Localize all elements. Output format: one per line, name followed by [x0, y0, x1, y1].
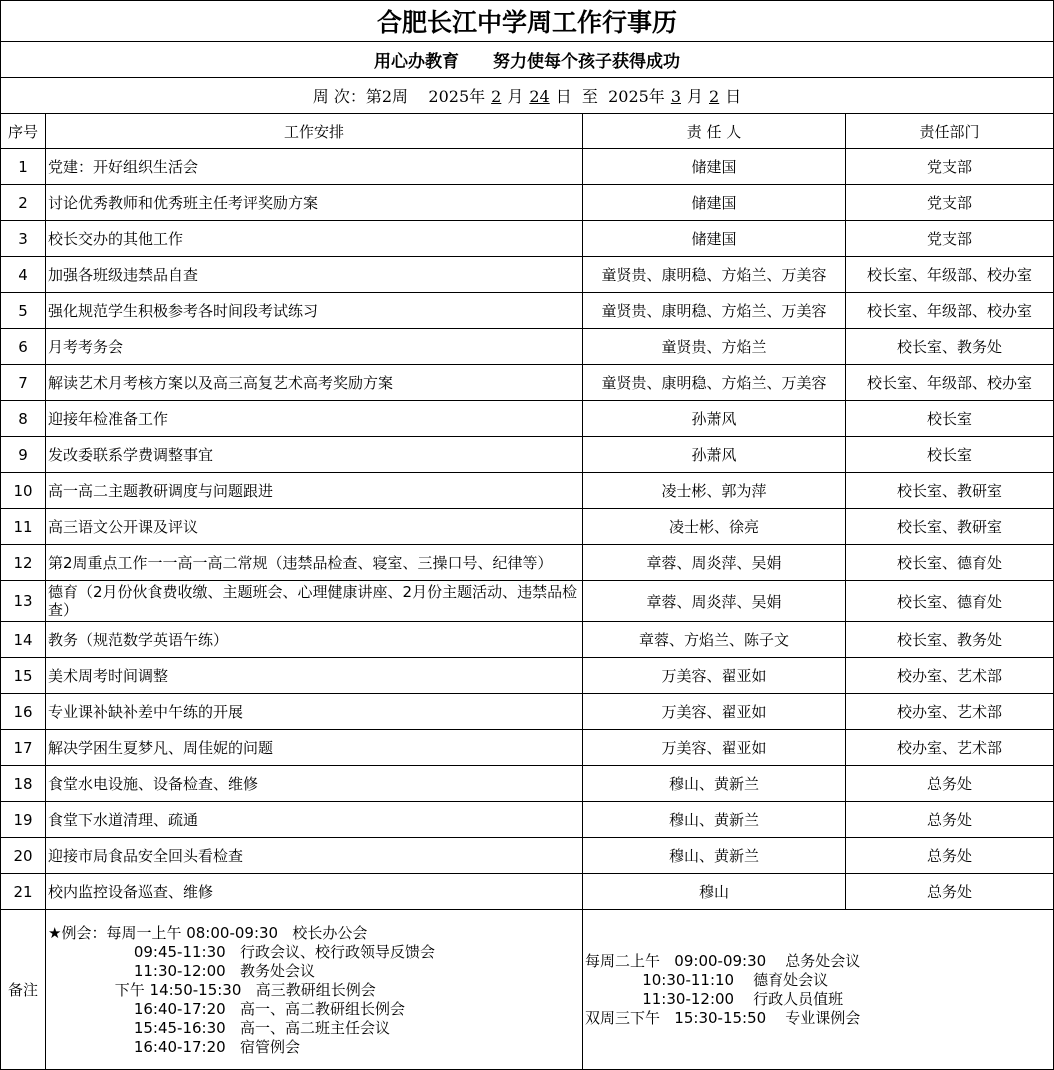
week-label: 周 次：: [312, 87, 366, 106]
week-row: [1, 78, 1054, 114]
row-person: 储建国: [583, 149, 846, 185]
note-line: 16:40-17:20 宿管例会: [48, 1038, 300, 1056]
row-task: 解决学困生夏梦凡、周佳妮的问题: [46, 730, 583, 766]
row-dept: 校长室、德育处: [846, 545, 1054, 581]
note-line: 双周三下午 15:30-15:50 专业课例会: [585, 1008, 861, 1027]
row-no: 2: [1, 185, 46, 221]
row-person: 储建国: [583, 185, 846, 221]
table-row: [1, 545, 1054, 581]
row-task: 校长交办的其他工作: [46, 221, 583, 257]
table-row: [1, 401, 1054, 437]
row-dept: 党支部: [846, 149, 1054, 185]
start-year: 2025年: [428, 87, 486, 106]
row-no: 11: [1, 509, 46, 545]
table-row: [1, 838, 1054, 874]
header-person: 责 任 人: [583, 114, 846, 149]
row-no: 9: [1, 437, 46, 473]
notes-right: [583, 952, 1053, 1028]
row-no: 5: [1, 293, 46, 329]
table-row: [1, 365, 1054, 401]
end-year: 2025年: [608, 87, 665, 106]
row-person: 孙萧风: [583, 437, 846, 473]
notes-left: [46, 910, 582, 1057]
note-line: 16:40-17:20 高一、高二教研组长例会: [48, 1000, 405, 1018]
row-dept: 校长室、教研室: [846, 473, 1054, 509]
row-task: 食堂下水道清理、疏通: [46, 802, 583, 838]
row-no: 14: [1, 622, 46, 658]
table-row: [1, 509, 1054, 545]
row-person: 穆山、黄新兰: [583, 802, 846, 838]
row-person: 童贤贵、方焰兰: [583, 329, 846, 365]
row-no: 18: [1, 766, 46, 802]
row-person: 储建国: [583, 221, 846, 257]
row-task: 强化规范学生积极参考各时间段考试练习: [46, 293, 583, 329]
notes-row: [1, 910, 1054, 1070]
row-no: 7: [1, 365, 46, 401]
row-task: 迎接年检准备工作: [46, 401, 583, 437]
row-person: 童贤贵、康明稳、方焰兰、万美容: [583, 257, 846, 293]
note-line: 每周二上午 09:00-09:30 总务处会议: [585, 951, 861, 970]
note-line: ★例会：每周一上午 08:00-09:30 校长办公会: [48, 924, 368, 942]
day-char-2: 日: [725, 87, 742, 106]
note-line: 11:30-12:00 教务处会议: [48, 962, 315, 980]
week-number: 第2周: [365, 87, 409, 106]
motto-row: [1, 42, 1054, 78]
row-no: 13: [1, 581, 46, 622]
table-row: [1, 293, 1054, 329]
row-person: 章蓉、周炎萍、吴娟: [583, 545, 846, 581]
motto-left: 用心办教育: [374, 52, 459, 72]
row-dept: 校长室、教务处: [846, 622, 1054, 658]
table-row: [1, 766, 1054, 802]
table-row: [1, 802, 1054, 838]
row-task: 党建：开好组织生活会: [46, 149, 583, 185]
to-label: 至: [581, 87, 598, 106]
row-dept: 校长室: [846, 437, 1054, 473]
row-task: 第2周重点工作一一高一高二常规（违禁品检查、寝室、三操口号、纪律等）: [46, 545, 583, 581]
row-dept: 校长室、教务处: [846, 329, 1054, 365]
row-dept: 校长室、德育处: [846, 581, 1054, 622]
note-line: 09:45-11:30 行政会议、校行政领导反馈会: [48, 943, 435, 961]
table-row: [1, 874, 1054, 910]
row-dept: 党支部: [846, 221, 1054, 257]
row-task: 专业课补缺补差中午练的开展: [46, 694, 583, 730]
month-char-2: 月: [687, 87, 704, 106]
row-no: 15: [1, 658, 46, 694]
day-char-1: 日: [555, 87, 572, 106]
row-person: 凌士彬、徐亮: [583, 509, 846, 545]
notes-label: 备注: [1, 910, 46, 1070]
row-dept: 校长室、年级部、校办室: [846, 365, 1054, 401]
row-person: 万美容、翟亚如: [583, 730, 846, 766]
table-row: [1, 622, 1054, 658]
row-no: 10: [1, 473, 46, 509]
row-no: 1: [1, 149, 46, 185]
end-day: 2: [709, 87, 720, 106]
row-task: 讨论优秀教师和优秀班主任考评奖励方案: [46, 185, 583, 221]
header-row: [1, 114, 1054, 149]
row-person: 万美容、翟亚如: [583, 658, 846, 694]
header-task: 工作安排: [46, 114, 583, 149]
row-dept: 总务处: [846, 874, 1054, 910]
row-task: 高三语文公开课及评议: [46, 509, 583, 545]
row-person: 童贤贵、康明稳、方焰兰、万美容: [583, 293, 846, 329]
header-no: 序号: [1, 114, 46, 149]
table-row: [1, 730, 1054, 766]
note-line: 10:30-11:10 德育处会议: [585, 970, 829, 989]
table-row: [1, 658, 1054, 694]
row-dept: 总务处: [846, 766, 1054, 802]
end-month: 3: [670, 87, 681, 106]
row-task: 校内监控设备巡查、维修: [46, 874, 583, 910]
row-no: 3: [1, 221, 46, 257]
row-person: 万美容、翟亚如: [583, 694, 846, 730]
row-dept: 校长室: [846, 401, 1054, 437]
row-no: 21: [1, 874, 46, 910]
motto-right: 努力使每个孩子获得成功: [493, 52, 680, 72]
table-row: [1, 694, 1054, 730]
row-task: 高一高二主题教研调度与问题跟进: [46, 473, 583, 509]
table-row: [1, 437, 1054, 473]
table-row: [1, 329, 1054, 365]
note-line: 下午 14:50-15:30 高三教研组长例会: [48, 981, 376, 999]
table-row: [1, 257, 1054, 293]
row-no: 19: [1, 802, 46, 838]
row-task: 解读艺术月考核方案以及高三高复艺术高考奖励方案: [46, 365, 583, 401]
row-no: 4: [1, 257, 46, 293]
row-no: 6: [1, 329, 46, 365]
row-dept: 校长室、年级部、校办室: [846, 293, 1054, 329]
notes-right-cell: [583, 910, 1054, 1070]
row-person: 穆山: [583, 874, 846, 910]
task-rows: [1, 149, 1054, 910]
table-row: [1, 221, 1054, 257]
row-dept: 校办室、艺术部: [846, 658, 1054, 694]
table-row: [1, 149, 1054, 185]
table-row: [1, 473, 1054, 509]
table-row: [1, 185, 1054, 221]
row-no: 8: [1, 401, 46, 437]
row-task: 发改委联系学费调整事宜: [46, 437, 583, 473]
row-dept: 校长室、年级部、校办室: [846, 257, 1054, 293]
start-day: 24: [529, 87, 550, 106]
header-dept: 责任部门: [846, 114, 1054, 149]
row-task: 德育（2月份伙食费收缴、主题班会、心理健康讲座、2月份主题活动、违禁品检查）: [46, 581, 583, 622]
table-row: [1, 581, 1054, 622]
row-task: 食堂水电设施、设备检查、维修: [46, 766, 583, 802]
row-dept: 校办室、艺术部: [846, 730, 1054, 766]
row-no: 20: [1, 838, 46, 874]
start-month: 2: [491, 87, 502, 106]
row-task: 教务（规范数学英语午练）: [46, 622, 583, 658]
row-person: 童贤贵、康明稳、方焰兰、万美容: [583, 365, 846, 401]
row-person: 孙萧风: [583, 401, 846, 437]
row-no: 17: [1, 730, 46, 766]
row-task: 月考考务会: [46, 329, 583, 365]
row-no: 12: [1, 545, 46, 581]
page-title: 合肥长江中学周工作行事历: [1, 1, 1054, 42]
row-dept: 总务处: [846, 802, 1054, 838]
notes-left-cell: [46, 910, 583, 1070]
row-dept: 党支部: [846, 185, 1054, 221]
row-person: 凌士彬、郭为萍: [583, 473, 846, 509]
row-dept: 校长室、教研室: [846, 509, 1054, 545]
row-task: 迎接市局食品安全回头看检查: [46, 838, 583, 874]
row-task: 加强各班级违禁品自查: [46, 257, 583, 293]
row-task: 美术周考时间调整: [46, 658, 583, 694]
row-no: 16: [1, 694, 46, 730]
note-line: 15:45-16:30 高一、高二班主任会议: [48, 1019, 390, 1037]
row-dept: 校办室、艺术部: [846, 694, 1054, 730]
row-person: 穆山、黄新兰: [583, 838, 846, 874]
note-line: 11:30-12:00 行政人员值班: [585, 989, 844, 1008]
row-person: 穆山、黄新兰: [583, 766, 846, 802]
row-dept: 总务处: [846, 838, 1054, 874]
row-person: 章蓉、周炎萍、吴娟: [583, 581, 846, 622]
month-char-1: 月: [507, 87, 524, 106]
row-person: 章蓉、方焰兰、陈子文: [583, 622, 846, 658]
